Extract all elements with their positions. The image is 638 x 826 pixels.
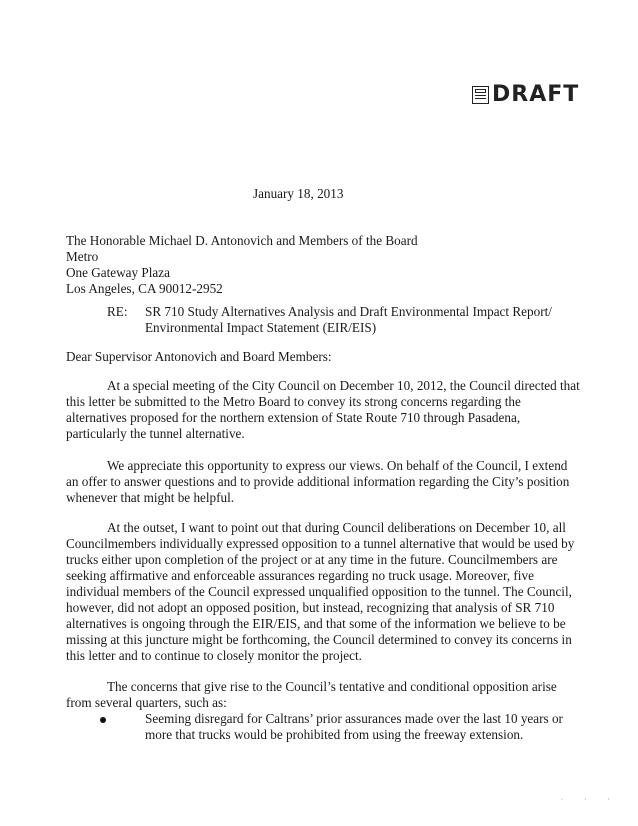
draft-stamp: [472, 84, 579, 106]
paragraph-line: alternatives is ongoing through the EIR/EIS, and that some of the information we believe to be: [66, 616, 566, 631]
re-subject-line: Environmental Impact Statement (EIR/EIS): [145, 320, 377, 335]
bullet-line: more that trucks would be prohibited from using the freeway extension.: [145, 727, 524, 742]
addressee-line: Los Angeles, CA 90012-2952: [66, 281, 223, 296]
paragraph-1: [66, 378, 580, 442]
paragraph-line: At a special meeting of the City Council on December 10, 2012, the Council directed that: [107, 378, 580, 393]
paragraph-line: this letter and to continue to closely monitor the project.: [66, 648, 362, 663]
paragraph-3: [66, 520, 575, 664]
addressee-line: The Honorable Michael D. Antonovich and Members of the Board: [66, 233, 418, 248]
paragraph-line: The concerns that give rise to the Council’s tentative and conditional opposition arise: [107, 679, 557, 694]
re-subject: [145, 304, 552, 336]
paragraph-line: Councilmembers individually expressed opposition to a tunnel alternative that would be used by: [66, 536, 575, 551]
paragraph-line: an offer to answer questions and to provide additional information regarding the City’s position: [66, 474, 570, 489]
paragraph-line: particularly the tunnel alternative.: [66, 426, 245, 441]
paragraph-line: missing at this juncture might be forthcoming, the Council determined to convey its concerns in: [66, 632, 572, 647]
re-subject-line: SR 710 Study Alternatives Analysis and Draft Environmental Impact Report/: [145, 304, 552, 319]
scan-specks: · · ·: [560, 795, 620, 804]
paragraph-line: however, did not adopt an opposed position, but instead, recognizing that analysis of SR 710: [66, 600, 555, 615]
paragraph-line: this letter be submitted to the Metro Board to convey its strong concerns regarding the: [66, 394, 521, 409]
paragraph-4: [66, 679, 556, 711]
bullet-line: Seeming disregard for Caltrans’ prior assurances made over the last 10 years or: [145, 711, 563, 726]
salutation: Dear Supervisor Antonovich and Board Members:: [66, 349, 332, 364]
paragraph-line: alternatives proposed for the northern extension of State Route 710 through Pasadena,: [66, 410, 521, 425]
bullet-text: [145, 711, 563, 743]
bullet-icon: [100, 711, 130, 727]
paragraph-line: seeking affirmative and enforceable assurances regarding no truck usage. Moreover, five: [66, 568, 534, 583]
re-label: RE:: [107, 304, 128, 319]
addressee-line: Metro: [66, 249, 99, 264]
paragraph-line: from several quarters, such as:: [66, 695, 227, 710]
paragraph-line: whenever that might be helpful.: [66, 490, 235, 505]
addressee-block: [66, 233, 418, 297]
draft-stamp-text: DRAFT: [492, 82, 580, 107]
letter-date: January 18, 2013: [253, 186, 344, 201]
paragraph-line: We appreciate this opportunity to express our views. On behalf of the Council, I extend: [107, 458, 568, 473]
document-icon: [472, 86, 489, 104]
addressee-line: One Gateway Plaza: [66, 265, 170, 280]
paragraph-line: individual members of the Council expressed unqualified opposition to the tunnel. The Council,: [66, 584, 572, 599]
paragraph-line: At the outset, I want to point out that during Council deliberations on December 10, all: [107, 520, 566, 535]
paragraph-line: trucks either upon completion of the project or at any time in the future. Councilmembers are: [66, 552, 558, 567]
paragraph-2: [66, 458, 570, 506]
